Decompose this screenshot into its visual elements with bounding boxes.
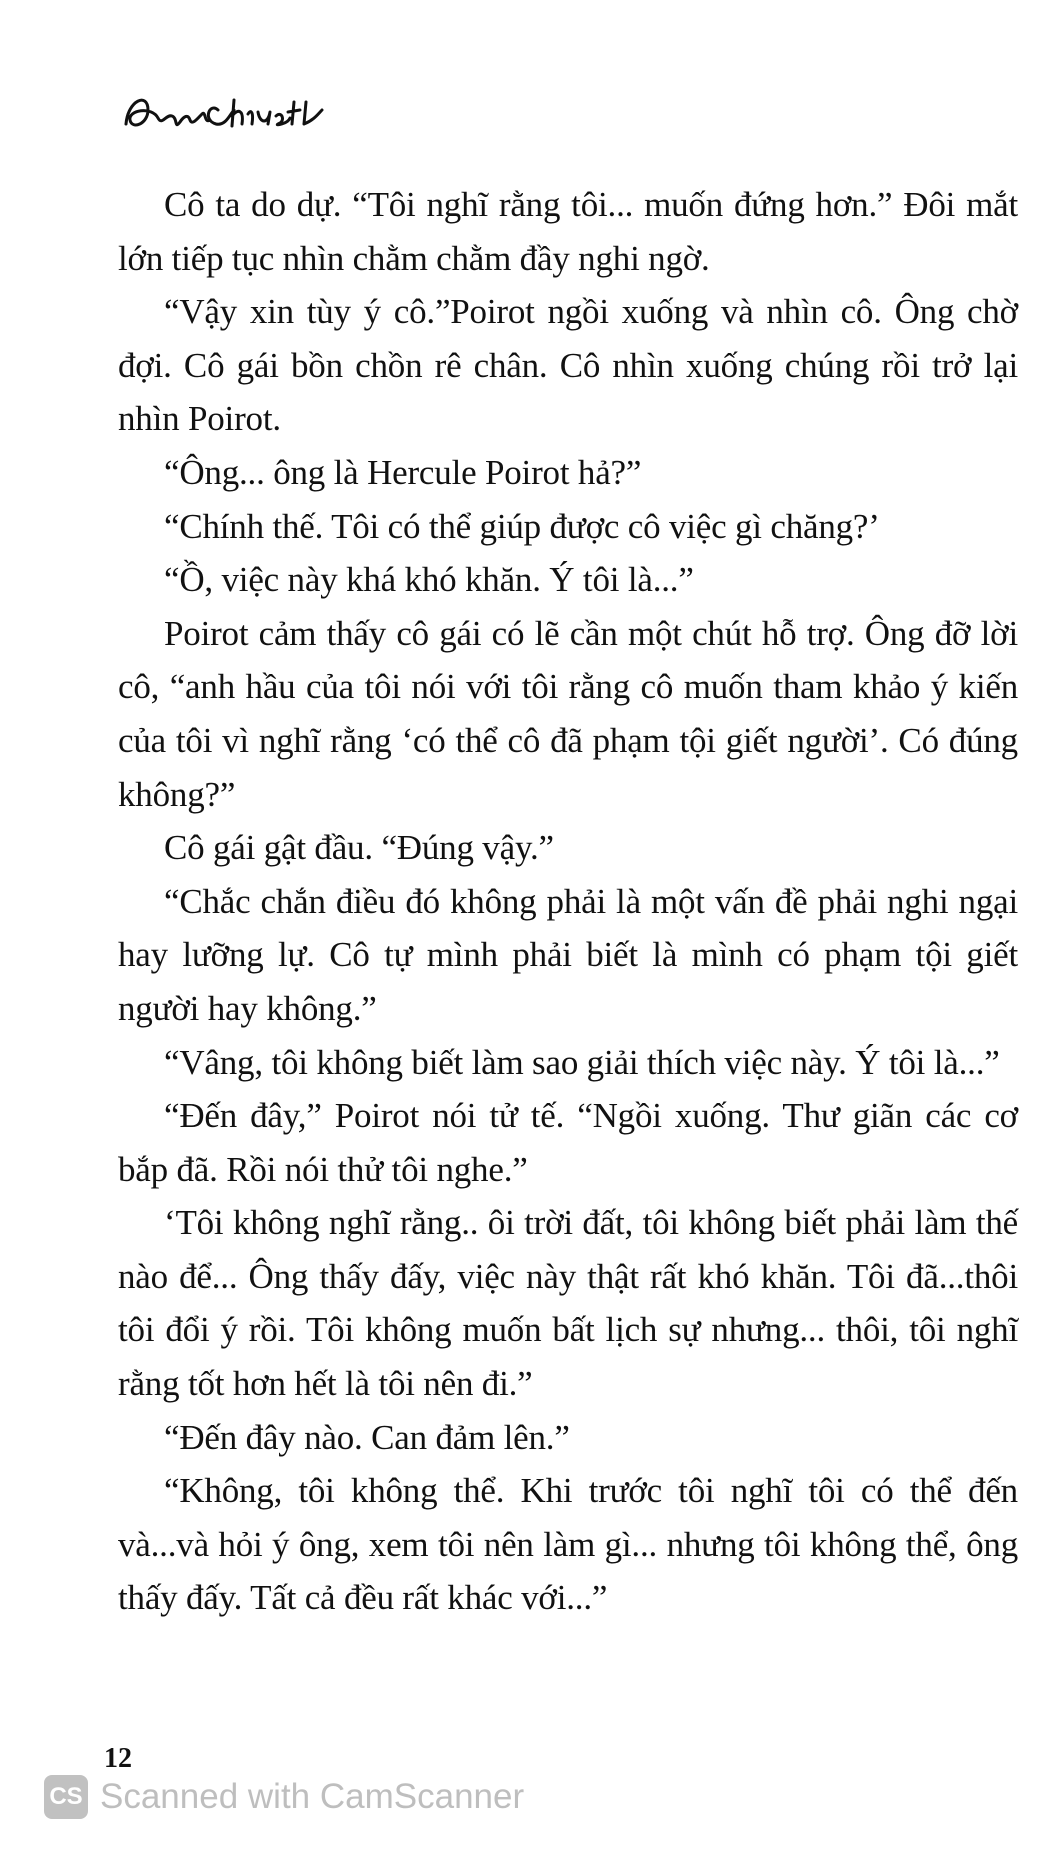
page-number: 12 xyxy=(104,1743,132,1774)
paragraph: “Vậy xin tùy ý cô.”Poirot ngồi xuống và nhìn cô. Ông chờ đợi. Cô gái bồn chồn rê chân. Cô nhìn xuống chúng rồi trở lại nhìn Poirot. xyxy=(118,292,1018,439)
author-signature-logo xyxy=(118,80,338,144)
body-text xyxy=(118,178,1018,1625)
paragraph: “Vâng, tôi không biết làm sao giải thích việc này. Ý tôi là...” xyxy=(164,1042,1000,1082)
signature-icon xyxy=(118,80,338,144)
paragraph: “Ông... ông là Hercule Poirot hả?” xyxy=(164,452,642,492)
paragraph: “Chính thế. Tôi có thể giúp được cô việc gì chăng?’ xyxy=(164,506,880,546)
paragraph: “Ồ, việc này khá khó khăn. Ý tôi là...” xyxy=(164,560,694,600)
paragraph: Poirot cảm thấy cô gái có lẽ cần một chút hỗ trợ. Ông đỡ lời cô, “anh hầu của tôi nói với tôi rằng cô muốn tham khảo ý kiến của tôi vì nghĩ rằng ‘có thể cô đã phạm tội giết người’. Có đúng không?” xyxy=(118,613,1018,814)
paragraph: Cô gái gật đầu. “Đúng vậy.” xyxy=(164,828,554,868)
camscanner-watermark xyxy=(44,1775,524,1819)
paragraph: “Đến đây nào. Can đảm lên.” xyxy=(164,1417,570,1457)
paragraph: “Không, tôi không thể. Khi trước tôi nghĩ tôi có thể đến và...và hỏi ý ông, xem tôi nên làm gì... nhưng tôi không thể, ông thấy đấy. Tất cả đều rất khác với...” xyxy=(118,1471,1018,1618)
watermark-text: Scanned with CamScanner xyxy=(100,1777,525,1816)
paragraph: ‘Tôi không nghĩ rằng.. ôi trời đất, tôi không biết phải làm thế nào để... Ông thấy đấy, việc này thật rất khó khăn. Tôi đã...thôi tôi đổi ý rồi. Tôi không muốn bất lịch sự nhưng... thôi, tôi nghĩ rằng tốt hơn hết là tôi nên đi.” xyxy=(118,1203,1018,1404)
paragraph: “Đến đây,” Poirot nói tử tế. “Ngồi xuống. Thư giãn các cơ bắp đã. Rồi nói thử tôi nghe.” xyxy=(118,1096,1018,1189)
paragraph: “Chắc chắn điều đó không phải là một vấn đề phải nghi ngại hay lưỡng lự. Cô tự mình phải biết là mình có phạm tội giết người hay không.” xyxy=(118,881,1018,1028)
camscanner-logo-icon: CS xyxy=(44,1775,88,1819)
paragraph: Cô ta do dự. “Tôi nghĩ rằng tôi... muốn đứng hơn.” Đôi mắt lớn tiếp tục nhìn chằm chằm đầy nghi ngờ. xyxy=(118,185,1018,278)
